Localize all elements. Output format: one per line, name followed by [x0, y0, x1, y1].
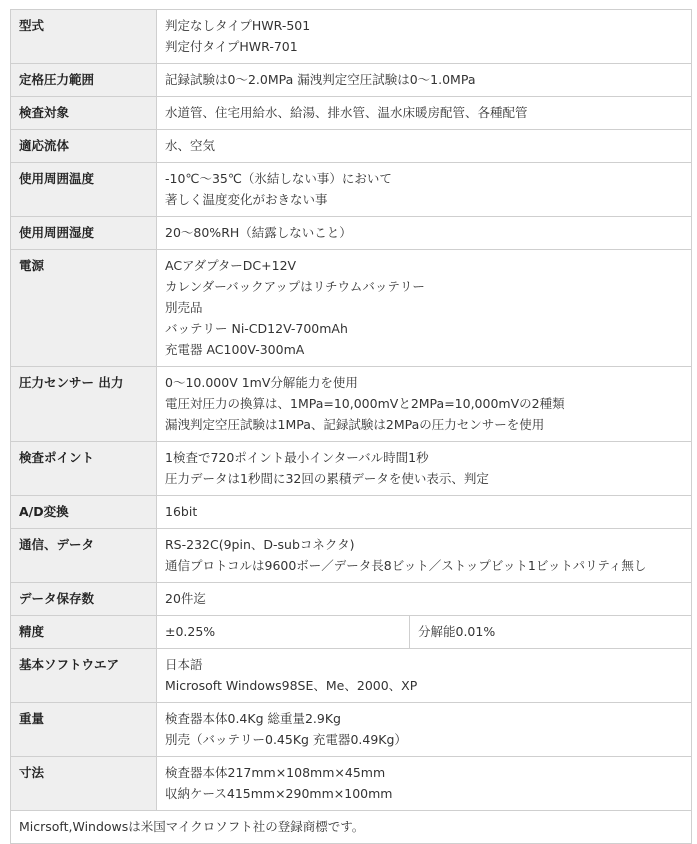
trademark-note: Micrsoft,Windowsは米国マイクロソフト社の登録商標です。	[11, 811, 692, 844]
row-value	[157, 649, 692, 703]
value-line: 1検査で720ポイント最小インターバル時間1秒	[165, 450, 429, 465]
table-row	[11, 529, 692, 583]
row-value	[157, 64, 692, 97]
row-label: データ保存数	[11, 583, 157, 616]
value-line: 0～10.000V 1mV分解能力を使用	[165, 375, 358, 390]
value-line: 16bit	[165, 504, 198, 519]
row-value	[157, 367, 692, 442]
value-line: 判定なしタイプHWR-501	[165, 18, 311, 33]
row-label: 圧力センサー 出力	[11, 367, 157, 442]
row-value	[157, 10, 692, 64]
row-value	[157, 757, 692, 811]
resolution-value: 分解能0.01%	[410, 616, 692, 649]
table-row	[11, 649, 692, 703]
value-line: 収納ケース415mm×290mm×100mm	[165, 786, 393, 801]
row-label: 電源	[11, 250, 157, 367]
row-label: 精度	[11, 616, 157, 649]
row-label: 定格圧力範囲	[11, 64, 157, 97]
table-row	[11, 250, 692, 367]
row-value	[157, 217, 692, 250]
value-line: 20件迄	[165, 591, 206, 606]
row-value	[157, 97, 692, 130]
value-line: RS-232C(9pin、D-subコネクタ)	[165, 537, 355, 552]
row-value	[157, 163, 692, 217]
value-line: 20～80%RH（結露しないこと）	[165, 225, 352, 240]
row-value	[157, 529, 692, 583]
row-label: 基本ソフトウエア	[11, 649, 157, 703]
value-line: 別売（バッテリー0.45Kg 充電器0.49Kg）	[165, 732, 407, 747]
value-line: 水、空気	[165, 138, 216, 153]
value-line: 漏洩判定空圧試験は1MPa、記録試験は2MPaの圧力センサーを使用	[165, 417, 545, 432]
value-line: -10℃～35℃（氷結しない事）において	[165, 171, 392, 186]
value-line: カレンダーバックアップはリチウムバッテリー	[165, 279, 425, 294]
precision-value: ±0.25%	[157, 616, 410, 649]
table-row	[11, 130, 692, 163]
table-row	[11, 10, 692, 64]
table-row	[11, 442, 692, 496]
row-value	[157, 703, 692, 757]
row-value	[157, 442, 692, 496]
value-line: ACアダプターDC+12V	[165, 258, 297, 273]
spec-table-body	[11, 10, 692, 844]
row-label: 検査ポイント	[11, 442, 157, 496]
value-line: Microsoft Windows98SE、Me、2000、XP	[165, 678, 418, 693]
table-row-precision	[11, 616, 692, 649]
value-line: 判定付タイプHWR-701	[165, 39, 298, 54]
spec-table	[10, 9, 692, 844]
table-row	[11, 64, 692, 97]
row-label: A/D変換	[11, 496, 157, 529]
value-line: 水道管、住宅用給水、給湯、排水管、温水床暖房配管、各種配管	[165, 105, 528, 120]
row-label: 型式	[11, 10, 157, 64]
row-label: 重量	[11, 703, 157, 757]
row-label: 検査対象	[11, 97, 157, 130]
row-value	[157, 250, 692, 367]
table-row	[11, 757, 692, 811]
row-label: 寸法	[11, 757, 157, 811]
value-line: バッテリー Ni-CD12V-700mAh	[165, 321, 348, 336]
value-line: 別売品	[165, 300, 203, 315]
value-line: 検査器本体0.4Kg 総重量2.9Kg	[165, 711, 341, 726]
row-value	[157, 583, 692, 616]
value-line: 充電器 AC100V-300mA	[165, 342, 305, 357]
value-line: 日本語	[165, 657, 203, 672]
value-line: 検査器本体217mm×108mm×45mm	[165, 765, 386, 780]
table-row	[11, 217, 692, 250]
row-label: 適応流体	[11, 130, 157, 163]
row-value	[157, 130, 692, 163]
value-line: 著しく温度変化がおきない事	[165, 192, 328, 207]
row-label: 通信、データ	[11, 529, 157, 583]
table-row	[11, 163, 692, 217]
row-value	[157, 496, 692, 529]
value-line: 通信プロトコルは9600ボー／データ長8ビット／ストップビット1ビットパリティ無し	[165, 558, 647, 573]
table-row	[11, 496, 692, 529]
row-label: 使用周囲温度	[11, 163, 157, 217]
table-row	[11, 703, 692, 757]
value-line: 圧力データは1秒間に32回の累積データを使い表示、判定	[165, 471, 489, 486]
footer-row	[11, 811, 692, 844]
table-row	[11, 583, 692, 616]
value-line: 電圧対圧力の換算は、1MPa=10,000mVと2MPa=10,000mVの2種類	[165, 396, 565, 411]
value-line: 記録試験は0～2.0MPa 漏洩判定空圧試験は0～1.0MPa	[165, 72, 476, 87]
table-row	[11, 367, 692, 442]
row-label: 使用周囲湿度	[11, 217, 157, 250]
table-row	[11, 97, 692, 130]
